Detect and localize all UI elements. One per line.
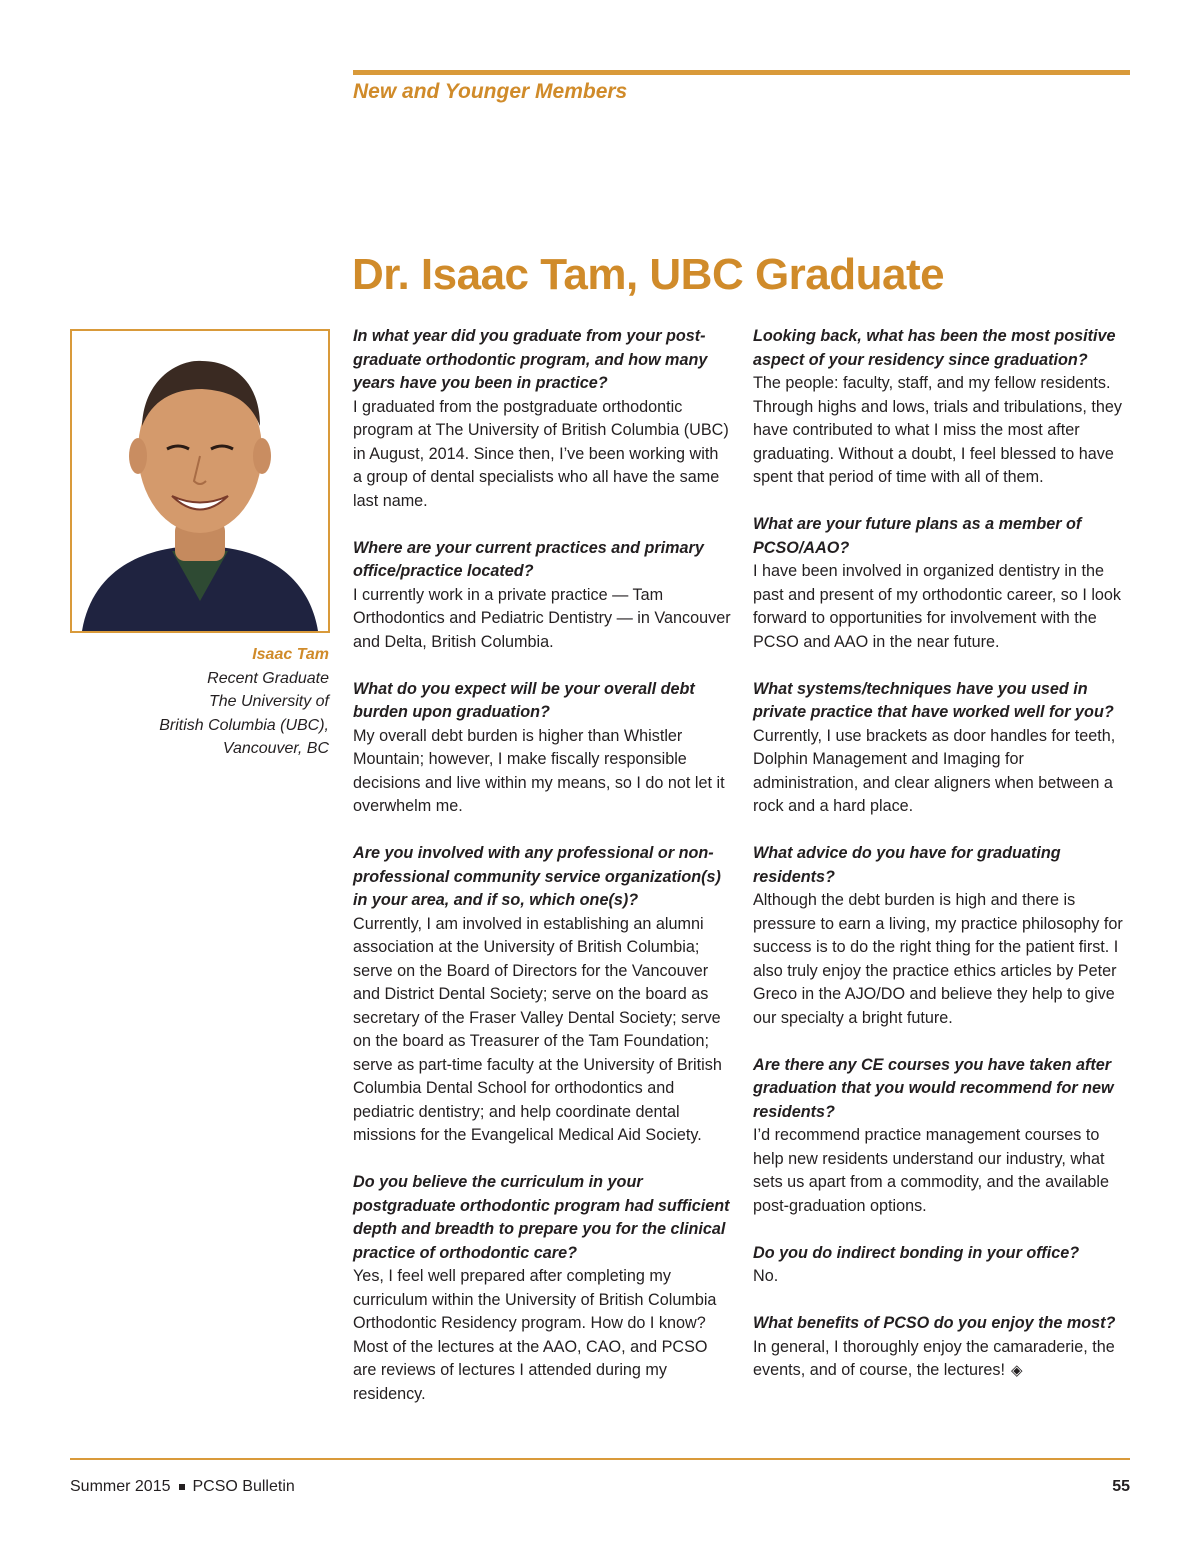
answer-container: [753, 1336, 1131, 1383]
left-column: [353, 325, 731, 1430]
qa-item: [753, 325, 1131, 490]
answer: I graduated from the postgraduate orthodontic program at The University of British Columbia (UBC) in August, 2014. Since then, I’ve been working with a group of dental specialists who all have the same last name.: [353, 397, 729, 510]
footer-title: PCSO Bulletin: [192, 1478, 295, 1495]
section-title: New and Younger Members: [353, 80, 628, 103]
footer-publication: [70, 1478, 295, 1496]
question: What advice do you have for graduating residents?: [753, 844, 1061, 886]
qa-item: [753, 842, 1131, 1030]
question: What benefits of PCSO do you enjoy the most?: [753, 1314, 1116, 1332]
article-headline: Dr. Isaac Tam, UBC Graduate: [352, 250, 945, 299]
top-rule: [353, 70, 1130, 75]
question: Looking back, what has been the most positive aspect of your residency since graduation?: [753, 327, 1116, 369]
question: Do you do indirect bonding in your office?: [753, 1243, 1080, 1262]
question: Do you believe the curriculum in your postgraduate orthodontic program had sufficient depth and breadth to prepare you for the clinical practice of orthodontic care?: [353, 1173, 730, 1262]
end-mark-icon: ◈: [1010, 1362, 1023, 1379]
answer: My overall debt burden is higher than Whistler Mountain; however, I make fiscally responsible decisions and live within my means, so I do not let it overwhelm me.: [353, 726, 725, 815]
portrait-photo: [70, 329, 330, 633]
caption-line: Recent Graduate: [207, 669, 329, 687]
caption-line: British Columbia (UBC),: [159, 716, 329, 734]
qa-item: [353, 325, 731, 513]
photo-caption: [70, 643, 329, 761]
bullet-icon: [179, 1484, 185, 1490]
qa-item: [753, 678, 1131, 819]
caption-line: The University of: [208, 693, 329, 710]
question: What are your future plans as a member of PCSO/AAO?: [753, 515, 1082, 557]
answer: I’d recommend practice management courses to help new residents understand our industry, what sets us apart from a commodity, and the available post-graduation options.: [753, 1126, 1109, 1215]
answer: I have been involved in organized dentistry in the past and present of my orthodontic career, so I look forward to opportunities for involvement with the PCSO and AAO in the near future.: [753, 562, 1122, 651]
qa-item: [353, 842, 731, 1148]
qa-item: [353, 537, 731, 655]
answer: Currently, I am involved in establishing an alumni association at the University of British Columbia; serve on the Board of Directors for the Vancouver and District Dental Society; serve on the board as secretary of the Fraser Valley Dental Society; serve on the board as Treasurer of the Tam Foundation; serve as part-time faculty at the University of British Columbia Dental School for orthodontics and pediatric dentistry; and help coordinate dental missions for the Evangelical Medical Aid Society.: [353, 914, 722, 1144]
question: Are you involved with any professional or non-professional community service organization(s) in your area, and if so, which one(s)?: [353, 844, 721, 909]
question: What do you expect will be your overall debt burden upon graduation?: [353, 679, 695, 721]
right-column: [753, 325, 1131, 1406]
answer: I currently work in a private practice — Tam Orthodontics and Pediatric Dentistry — in Vancouver and Delta, British Columbia.: [353, 585, 731, 651]
qa-item: [753, 1312, 1131, 1383]
qa-item: [753, 1242, 1131, 1289]
footer-season: Summer 2015: [70, 1478, 171, 1495]
caption-line: Vancouver, BC: [222, 740, 329, 757]
answer: Yes, I feel well prepared after completing my curriculum within the University of British Columbia Orthodontic Residency program. How do I know? Most of the lectures at the AAO, CAO, and PCSO are reviews of lectures I attended during my residency.: [353, 1267, 717, 1403]
bottom-rule: [70, 1458, 1130, 1460]
qa-item: [753, 513, 1131, 654]
question: What systems/techniques have you used in private practice that have worked well for you?: [753, 679, 1114, 721]
answer: Although the debt burden is high and there is pressure to earn a living, my practice philosophy for success is to do the right thing for the patient first. I also truly enjoy the practice ethics articles by Peter Greco in the AJO/DO and believe they help to give our specialty a bright future.: [753, 891, 1123, 1027]
question: Where are your current practices and primary office/practice located?: [353, 538, 704, 580]
qa-item: [353, 1171, 731, 1406]
qa-item: [353, 678, 731, 819]
question: In what year did you graduate from your post-graduate orthodontic program, and how many years have you been in practice?: [353, 327, 708, 392]
answer: The people: faculty, staff, and my fellow residents. Through highs and lows, trials and tribulations, they have contributed to what I miss the most after graduating. Without a doubt, I feel blessed to have spent that period of time with all of them.: [753, 374, 1122, 486]
answer: No.: [753, 1267, 779, 1285]
question: Are there any CE courses you have taken after graduation that you would recommend for new residents?: [753, 1055, 1114, 1121]
answer: In general, I thoroughly enjoy the camaraderie, the events, and of course, the lectures!: [753, 1337, 1115, 1379]
page-number: 55: [1112, 1478, 1130, 1495]
qa-item: [753, 1054, 1131, 1219]
caption-name: Isaac Tam: [252, 646, 329, 663]
answer: Currently, I use brackets as door handles for teeth, Dolphin Management and Imaging for administration, and clear aligners when between a rock and a hard place.: [753, 726, 1116, 815]
